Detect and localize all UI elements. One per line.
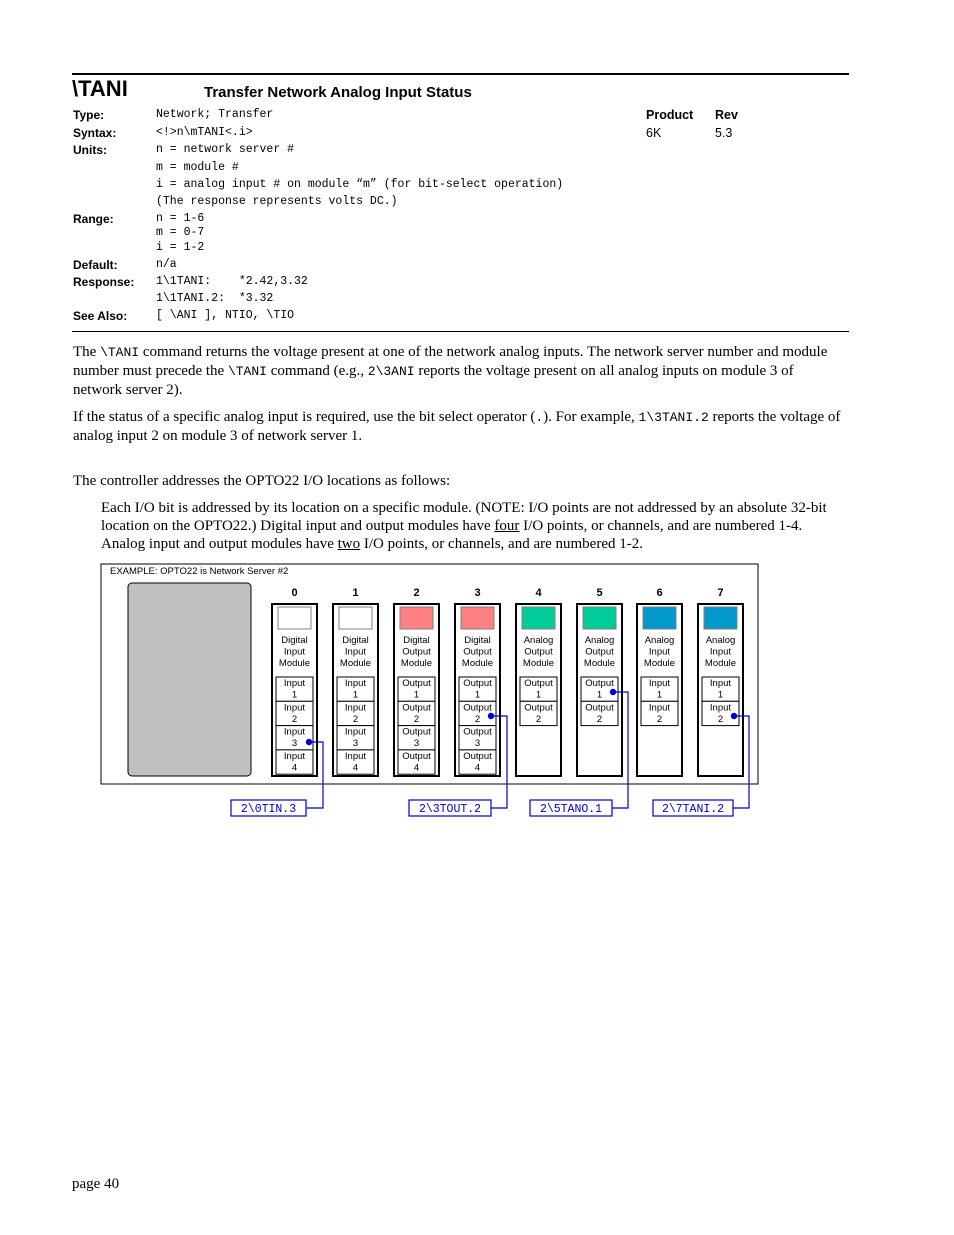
io-point-type: Output — [402, 702, 431, 714]
callout-label: 2\5TANO.1 — [539, 803, 603, 816]
rev-value: 5.3 — [715, 126, 733, 140]
io-point-type: Output — [585, 702, 614, 714]
text-run: reports the voltage present on all analog inputs on module 3 of network server 2). — [73, 363, 794, 398]
io-point-type: Output — [402, 750, 431, 762]
callout-label: 2\3TOUT.2 — [418, 803, 482, 816]
text-run: I/O points, or channels, and are numbered 1-4. Analog input and output modules have — [101, 518, 803, 552]
connector-dot — [306, 739, 312, 745]
connector-dot — [731, 713, 737, 719]
module-color-indicator — [704, 607, 737, 629]
units-line: (The response represents volts DC.) — [156, 195, 398, 208]
text-run: The — [73, 344, 101, 360]
io-point-type: Input — [344, 702, 367, 714]
module-number: 0 — [291, 587, 298, 599]
range-label: Range: — [73, 212, 114, 226]
io-point-number: 1 — [656, 689, 663, 701]
io-point-number: 3 — [291, 738, 298, 750]
syntax-value: <!>n\mTANI<.i> — [156, 126, 253, 139]
io-point-type: Input — [709, 702, 732, 714]
io-point-type: Output — [463, 702, 492, 714]
io-point-number: 1 — [352, 689, 359, 701]
default-label: Default: — [73, 258, 118, 272]
units-line: n = network server # — [156, 143, 295, 156]
io-point-type: Input — [709, 678, 732, 689]
connector-dot — [488, 713, 494, 719]
text-run: I/O points, or channels, and are numbered 1-2. — [360, 536, 643, 552]
io-point-type: Input — [344, 726, 367, 738]
module-color-indicator — [522, 607, 555, 629]
text-run: If the status of a specific analog input is required, use the bit select operator ( — [73, 409, 536, 425]
io-point-number: 3 — [352, 738, 359, 750]
io-point-number: 4 — [352, 762, 359, 774]
io-point-type: Input — [344, 750, 367, 762]
io-point-number: 2 — [656, 713, 663, 725]
connector-dot — [610, 689, 616, 695]
io-point-number: 2 — [474, 713, 481, 725]
callout-label: 2\7TANI.2 — [661, 803, 725, 816]
type-label: Type: — [73, 108, 105, 122]
module-number: 7 — [717, 587, 724, 599]
io-point-type: Output — [402, 678, 431, 689]
units-line: m = module # — [156, 161, 239, 174]
io-point-number: 2 — [717, 713, 724, 725]
io-point-number: 1 — [474, 689, 481, 701]
module-type-label: Digital — [281, 635, 308, 646]
io-point-type: Output — [524, 702, 553, 714]
inline-code: \TANI — [227, 364, 267, 379]
module-type-label: Output — [585, 646, 614, 658]
module-color-indicator — [643, 607, 676, 629]
product-label: Product — [646, 108, 694, 122]
io-point-type: Input — [283, 678, 306, 689]
syntax-label: Syntax: — [73, 126, 117, 140]
range-line: i = 1-2 — [156, 241, 205, 254]
io-point-number: 2 — [291, 713, 298, 725]
module-type-label: Digital — [342, 635, 369, 646]
module-type-label: Module — [278, 658, 311, 669]
module-type-label: Module — [522, 658, 555, 669]
module-number: 6 — [656, 587, 663, 599]
io-point-number: 1 — [413, 689, 420, 701]
module-type-label: Module — [400, 658, 433, 669]
module-type-label: Digital — [464, 635, 491, 646]
command-name: \TANI — [72, 76, 128, 101]
io-point-number: 2 — [352, 713, 359, 725]
io-point-number: 1 — [535, 689, 542, 701]
module-type-label: Module — [461, 658, 494, 669]
module-type-label: Module — [339, 658, 372, 669]
module-type-label: Input — [709, 646, 732, 658]
text-run: ). For example, — [543, 409, 639, 425]
response-line: 1\1TANI: *2.42,3.32 — [156, 275, 308, 288]
range-line: n = 1-6 — [156, 212, 205, 225]
module-type-label: Input — [648, 646, 671, 658]
module-type-label: Digital — [403, 635, 430, 646]
io-point-type: Input — [283, 750, 306, 762]
io-point-type: Output — [585, 678, 614, 689]
module-number: 1 — [352, 587, 359, 599]
module-color-indicator — [400, 607, 433, 629]
io-point-type: Output — [402, 726, 431, 738]
underlined-text: two — [337, 536, 361, 552]
callout-label: 2\0TIN.3 — [240, 803, 297, 816]
units-label: Units: — [73, 143, 107, 157]
module-type-label: Module — [583, 658, 616, 669]
module-number: 5 — [596, 587, 603, 599]
units-line: i = analog input # on module “m” (for bit-select operation) — [156, 178, 564, 191]
module-color-indicator — [461, 607, 494, 629]
io-point-number: 1 — [717, 689, 724, 701]
io-point-number: 2 — [596, 713, 603, 725]
text-run: command returns the voltage present at one of the network analog inputs. The network server number and module number must precede the — [73, 344, 828, 379]
module-color-indicator — [339, 607, 372, 629]
text-run: reports the voltage of analog input 2 on module 3 of network server 1. — [73, 409, 841, 444]
module-number: 3 — [474, 587, 481, 599]
module-type-label: Analog — [644, 635, 675, 646]
io-point-type: Input — [648, 702, 671, 714]
io-point-number: 1 — [596, 689, 603, 701]
command-title: Transfer Network Analog Input Status — [204, 84, 472, 101]
io-point-type: Input — [283, 726, 306, 738]
io-point-number: 4 — [413, 762, 420, 774]
io-point-number: 3 — [413, 738, 420, 750]
io-point-type: Output — [463, 726, 492, 738]
inline-code: \TANI — [100, 345, 140, 360]
io-point-number: 2 — [535, 713, 542, 725]
module-type-label: Input — [283, 646, 306, 658]
diagram-caption: EXAMPLE: OPTO22 is Network Server #2 — [110, 566, 289, 577]
see-also-value: [ \ANI ], NTIO, \TIO — [156, 309, 295, 322]
paragraph-opto22-intro: The controller addresses the OPTO22 I/O locations as follows: — [73, 473, 451, 489]
module-color-indicator — [583, 607, 616, 629]
module-type-label: Analog — [523, 635, 554, 646]
io-point-type: Output — [463, 750, 492, 762]
product-value: 6K — [646, 126, 662, 140]
module-type-label: Module — [704, 658, 737, 669]
io-point-number: 4 — [291, 762, 298, 774]
io-point-type: Output — [463, 678, 492, 689]
io-point-number: 3 — [474, 738, 481, 750]
underlined-text: four — [494, 518, 520, 534]
inline-code: 2\3ANI — [367, 364, 415, 379]
response-line: 1\1TANI.2: *3.32 — [156, 292, 274, 305]
io-point-number: 1 — [291, 689, 298, 701]
response-label: Response: — [73, 275, 135, 289]
io-point-type: Input — [344, 678, 367, 689]
io-point-type: Input — [283, 702, 306, 714]
module-type-label: Analog — [705, 635, 736, 646]
inline-code: . — [535, 410, 544, 425]
module-type-label: Output — [402, 646, 431, 658]
module-number: 2 — [413, 587, 420, 599]
io-point-number: 2 — [413, 713, 420, 725]
page-number: page 40 — [72, 1176, 120, 1192]
see-also-label: See Also: — [73, 309, 128, 323]
module-color-indicator — [278, 607, 311, 629]
module-type-label: Analog — [584, 635, 615, 646]
io-point-type: Input — [648, 678, 671, 689]
module-type-label: Output — [524, 646, 553, 658]
io-point-type: Output — [524, 678, 553, 689]
text-run: command (e.g., — [266, 363, 368, 379]
module-type-label: Module — [643, 658, 676, 669]
inline-code: 1\3TANI.2 — [638, 410, 709, 425]
module-number: 4 — [535, 587, 542, 599]
rev-label: Rev — [715, 108, 738, 122]
module-type-label: Output — [463, 646, 492, 658]
default-value: n/a — [156, 258, 177, 271]
opto22-rack — [128, 583, 251, 776]
module-type-label: Input — [344, 646, 367, 658]
text-run: Each I/O bit is addressed by its location on a specific module. (NOTE: I/O points are not addressed by an absolute 32-bit location on the OPTO22.) Digital input and output modules have — [101, 500, 827, 534]
range-line: m = 0-7 — [156, 226, 205, 239]
io-point-number: 4 — [474, 762, 481, 774]
type-value: Network; Transfer — [156, 108, 274, 121]
